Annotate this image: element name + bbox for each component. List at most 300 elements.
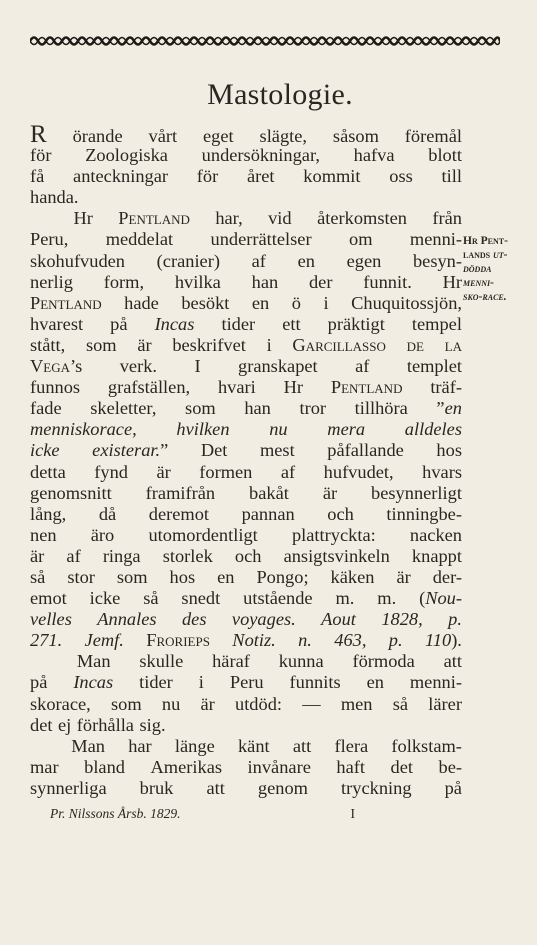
word [91, 525, 114, 546]
word [30, 335, 65, 356]
word [200, 694, 214, 715]
text-run: skeletter, [90, 398, 157, 419]
text-line [30, 187, 462, 208]
text-line [30, 229, 462, 250]
word [439, 757, 462, 778]
word [413, 251, 462, 272]
text-run: Pentland [330, 377, 403, 398]
word [30, 229, 68, 250]
text-run: slägte, [259, 126, 308, 146]
word [292, 335, 385, 356]
word [333, 126, 379, 147]
word [436, 398, 462, 419]
text-run: och [327, 503, 354, 524]
word [407, 335, 424, 356]
text-run: eget [203, 126, 234, 146]
text-run: tider [221, 313, 256, 334]
word [30, 166, 44, 187]
word [73, 126, 123, 147]
text-run: ringa [102, 545, 141, 566]
margin-line [463, 276, 537, 290]
word [30, 525, 57, 546]
word [389, 166, 413, 187]
word [244, 398, 271, 419]
word [334, 630, 366, 651]
text-run: är [137, 334, 152, 355]
text-run: funnos [30, 377, 81, 398]
word [445, 778, 462, 799]
text-run: ett [282, 313, 301, 334]
page-title: Mastologie. [207, 78, 353, 111]
word [30, 630, 62, 651]
word [260, 440, 295, 461]
text-run: ansigtsvinkeln [283, 545, 390, 566]
word [422, 462, 462, 483]
word [389, 630, 403, 651]
word [73, 208, 92, 229]
word [73, 672, 113, 693]
text-line [30, 736, 462, 757]
word [139, 651, 183, 672]
word [391, 736, 461, 757]
word [124, 293, 159, 314]
text-run: att [443, 651, 462, 672]
text-run: tryckning [341, 777, 412, 798]
text-run: häraf [212, 651, 250, 672]
text-run: som [85, 334, 117, 355]
word [146, 630, 210, 651]
text-run: återkomsten [317, 208, 407, 229]
word [292, 293, 301, 314]
margin-line [463, 248, 537, 262]
word [30, 462, 66, 483]
text-run: snedt [181, 588, 221, 609]
text-line [30, 335, 462, 356]
text-run: Zoologiska [85, 145, 168, 166]
word [85, 630, 124, 651]
word [108, 377, 190, 398]
text-run: p. [388, 630, 403, 651]
text-run: förhålla [76, 714, 134, 735]
text-run: Garcillasso [292, 334, 386, 355]
text-run: träf- [430, 377, 462, 398]
text-line [30, 166, 462, 187]
text-line [30, 440, 462, 461]
text-line [30, 672, 462, 693]
text-line [30, 251, 462, 272]
text-run: 463, [334, 630, 367, 651]
word [157, 251, 220, 272]
text-run: en [251, 292, 270, 313]
word [30, 588, 67, 609]
text-run: sig. [139, 714, 166, 735]
text-line [30, 272, 462, 293]
word [30, 672, 47, 693]
word [84, 757, 125, 778]
word [327, 440, 404, 461]
text-run: der- [432, 566, 462, 587]
text-run: anteckningar [73, 166, 169, 187]
word [354, 145, 395, 166]
word [30, 778, 107, 799]
word [30, 419, 137, 440]
text-run: han [244, 398, 271, 419]
text-run: deremot [148, 503, 210, 524]
word [30, 609, 72, 630]
text-run: besökt [181, 292, 230, 313]
word [30, 694, 91, 715]
word [405, 419, 462, 440]
text-line [30, 609, 462, 630]
word [269, 419, 287, 440]
word [71, 736, 105, 757]
text-run: Pentland [118, 208, 190, 229]
word [137, 335, 151, 356]
text-run: beskrifvet [172, 334, 246, 355]
text-line [30, 778, 462, 799]
text-run: och [234, 545, 262, 566]
text-run: skohufvuden [30, 250, 126, 271]
word [317, 208, 407, 229]
text-run: hvilken [176, 419, 230, 440]
word [90, 588, 121, 609]
text-run: bruk [139, 777, 174, 798]
word [391, 757, 413, 778]
text-run: ( [419, 588, 426, 609]
word [279, 651, 324, 672]
word [321, 609, 356, 630]
text-run: utstående [243, 588, 313, 609]
word [218, 377, 256, 398]
text-run: verk. [119, 356, 157, 377]
text-run: om [349, 229, 373, 250]
word [211, 229, 312, 250]
word [77, 715, 134, 736]
text-run: året [246, 166, 275, 187]
word [30, 187, 79, 208]
text-run: sko-race. [463, 291, 507, 303]
page-footer [50, 806, 355, 822]
text-run: präktigt [327, 313, 385, 334]
text-run: handa. [30, 187, 79, 208]
word [185, 398, 216, 419]
word [249, 483, 289, 504]
text-run: bakåt [249, 482, 289, 503]
text-run: velles [30, 609, 72, 630]
word [206, 778, 224, 799]
word [67, 567, 95, 588]
text-line [30, 398, 462, 419]
text-run: ut- [493, 249, 508, 261]
text-run: att [206, 777, 225, 798]
text-run: oss [389, 166, 413, 187]
text-run: Notiz. [232, 630, 276, 651]
text-run: mera [327, 419, 366, 440]
text-run: till [441, 166, 462, 187]
word [242, 504, 295, 525]
text-run: länge [174, 735, 215, 756]
text-run: folkstam- [391, 735, 462, 756]
word [443, 272, 462, 293]
text-line [30, 293, 462, 314]
text-line [30, 567, 462, 588]
text-run: af [251, 250, 266, 271]
text-run: mar [30, 756, 59, 777]
word [230, 672, 264, 693]
text-run: föremål [404, 126, 462, 146]
word [267, 335, 272, 356]
text-run: fade [30, 398, 62, 419]
word [268, 208, 292, 229]
word [381, 609, 422, 630]
text-run: då [98, 503, 117, 524]
text-run: besyn- [412, 250, 462, 271]
text-run: icke [30, 440, 60, 461]
text-run: detta [30, 461, 66, 482]
text-run: synnerliga [30, 777, 107, 798]
word [238, 356, 318, 377]
word [117, 567, 148, 588]
text-run: Pentland [30, 292, 102, 313]
text-run: en [297, 250, 315, 271]
text-run: des [181, 609, 207, 630]
text-run: Annales [97, 609, 157, 630]
text-run: så [143, 588, 159, 609]
text-run: örande [72, 126, 123, 146]
text-run: påfallande [327, 440, 404, 461]
text-run: hvarest [30, 313, 84, 334]
word [30, 757, 59, 778]
text-run: hvilka [174, 271, 221, 292]
text-run: han [251, 271, 279, 292]
text-run: en [217, 566, 235, 587]
word [104, 272, 144, 293]
word [163, 546, 213, 567]
text-run: I [194, 356, 201, 377]
text-run: la [444, 334, 462, 355]
text-run: såsom [332, 126, 379, 146]
text-run: en [366, 672, 384, 693]
margin-line [463, 262, 537, 276]
text-line [30, 145, 462, 166]
text-run: icke [89, 588, 121, 609]
word [199, 462, 252, 483]
text-run: skulle [139, 651, 184, 672]
margin-note [463, 234, 537, 304]
text-run: pannan [241, 503, 295, 524]
text-run: genom [257, 777, 308, 798]
word [170, 567, 196, 588]
text-run: emot [30, 588, 67, 609]
text-run: dödda [463, 263, 492, 275]
word [201, 440, 228, 461]
text-run: utomordentligt [148, 524, 258, 545]
word [284, 377, 303, 398]
margin-line [463, 234, 537, 248]
word [197, 166, 218, 187]
text-run: ” [436, 398, 445, 419]
text-run: fynd [94, 461, 128, 482]
text-run: hos [436, 440, 462, 461]
word [30, 504, 66, 525]
word [290, 672, 341, 693]
word [405, 126, 462, 147]
text-run: ” [160, 440, 169, 461]
word [103, 546, 141, 567]
text-run: nu [269, 419, 288, 440]
word [92, 440, 168, 461]
word [309, 272, 332, 293]
text-run: hvars [422, 461, 462, 482]
text-run: ö [291, 292, 301, 313]
word [238, 736, 270, 757]
text-run: form, [103, 271, 145, 292]
text-run: 271. [30, 630, 63, 651]
word [90, 398, 156, 419]
text-run: de [406, 334, 424, 355]
word [66, 546, 80, 567]
word [99, 504, 116, 525]
word [328, 314, 385, 335]
text-run: Hr [442, 271, 462, 292]
word [323, 483, 337, 504]
word [175, 736, 215, 757]
text-run: plattryckta: [291, 524, 376, 545]
text-run: Hr Pent- [463, 235, 508, 247]
word [393, 694, 408, 715]
word [410, 525, 462, 546]
text-run: Vega [30, 356, 70, 377]
word [363, 272, 412, 293]
word [148, 525, 257, 546]
text-run: underrättelser [210, 229, 312, 250]
word [149, 504, 209, 525]
text-run: käken [330, 566, 375, 587]
word [30, 377, 80, 398]
text-run: har, [215, 208, 243, 229]
text-run: meddelat [105, 229, 174, 250]
word [212, 651, 250, 672]
word [151, 757, 223, 778]
text-line [30, 525, 462, 546]
word [284, 546, 390, 567]
word [324, 462, 394, 483]
text-run: haft [336, 756, 365, 777]
word [419, 588, 462, 609]
text-run: Aout [321, 609, 356, 630]
word [30, 314, 83, 335]
text-run: lärer [428, 693, 462, 714]
word [248, 757, 311, 778]
word [252, 251, 266, 272]
text-run: invånare [247, 756, 311, 777]
word [94, 462, 128, 483]
text-run: stått, [30, 334, 66, 355]
text-run: i [323, 292, 329, 313]
text-run: ’s [70, 356, 83, 377]
text-run: af [280, 461, 296, 482]
text-run: menni- [409, 672, 462, 693]
text-run: grafställen, [107, 377, 191, 398]
word [428, 694, 462, 715]
text-run: på [110, 313, 128, 334]
header-ornament [30, 34, 500, 48]
word [30, 483, 112, 504]
word [111, 694, 142, 715]
text-run: Peru [229, 672, 264, 693]
text-run: genomsnitt [30, 482, 112, 503]
text-run: tinningbe- [386, 503, 462, 524]
text-line [30, 694, 462, 715]
word [120, 356, 157, 377]
text-run: storlek [162, 545, 213, 566]
word [396, 567, 410, 588]
text-run: Jemf. [84, 630, 124, 651]
word [86, 335, 117, 356]
word [331, 377, 403, 398]
text-run: tider [139, 672, 173, 693]
text-run: hufvudet, [323, 461, 394, 482]
text-line [30, 504, 462, 525]
text-run: af [66, 545, 81, 566]
text-run: på [444, 777, 462, 798]
text-run: stor [67, 566, 95, 587]
text-run: 1828, [381, 609, 423, 630]
text-run: nacken [409, 524, 462, 545]
text-run: vid [268, 208, 292, 229]
text-line [30, 462, 462, 483]
text-run: är [396, 566, 411, 587]
word [341, 694, 373, 715]
word [243, 588, 312, 609]
text-run: förmoda [352, 651, 415, 672]
text-run: är [30, 545, 45, 566]
text-run: det [30, 714, 53, 735]
text-run: för [196, 166, 219, 187]
text-run: Pongo; [256, 566, 309, 587]
text-run: är [200, 693, 215, 714]
word [335, 588, 354, 609]
text-line [30, 121, 462, 148]
text-line [30, 483, 462, 504]
word [30, 356, 82, 377]
text-run: Nou- [425, 588, 462, 609]
text-run: Det [200, 440, 228, 461]
word [215, 208, 242, 229]
word [128, 736, 151, 757]
text-line [30, 546, 462, 567]
text-run: äro [90, 524, 115, 545]
text-run: Man [76, 651, 111, 672]
text-run: tillhöra [354, 398, 408, 419]
footer-signature: Pr. Nilssons Årsb. 1829. [50, 806, 181, 821]
word [30, 251, 125, 272]
text-run: p. [448, 609, 462, 630]
word [298, 630, 312, 651]
word [352, 651, 414, 672]
word [30, 272, 73, 293]
word [377, 588, 396, 609]
word [139, 672, 173, 693]
word [203, 126, 234, 147]
word [30, 398, 62, 419]
text-run: så [30, 566, 46, 587]
text-run: så [392, 693, 409, 714]
text-run: vårt [148, 126, 178, 146]
text-run: nu [161, 693, 181, 714]
text-run: blott [428, 145, 462, 166]
word [327, 504, 354, 525]
